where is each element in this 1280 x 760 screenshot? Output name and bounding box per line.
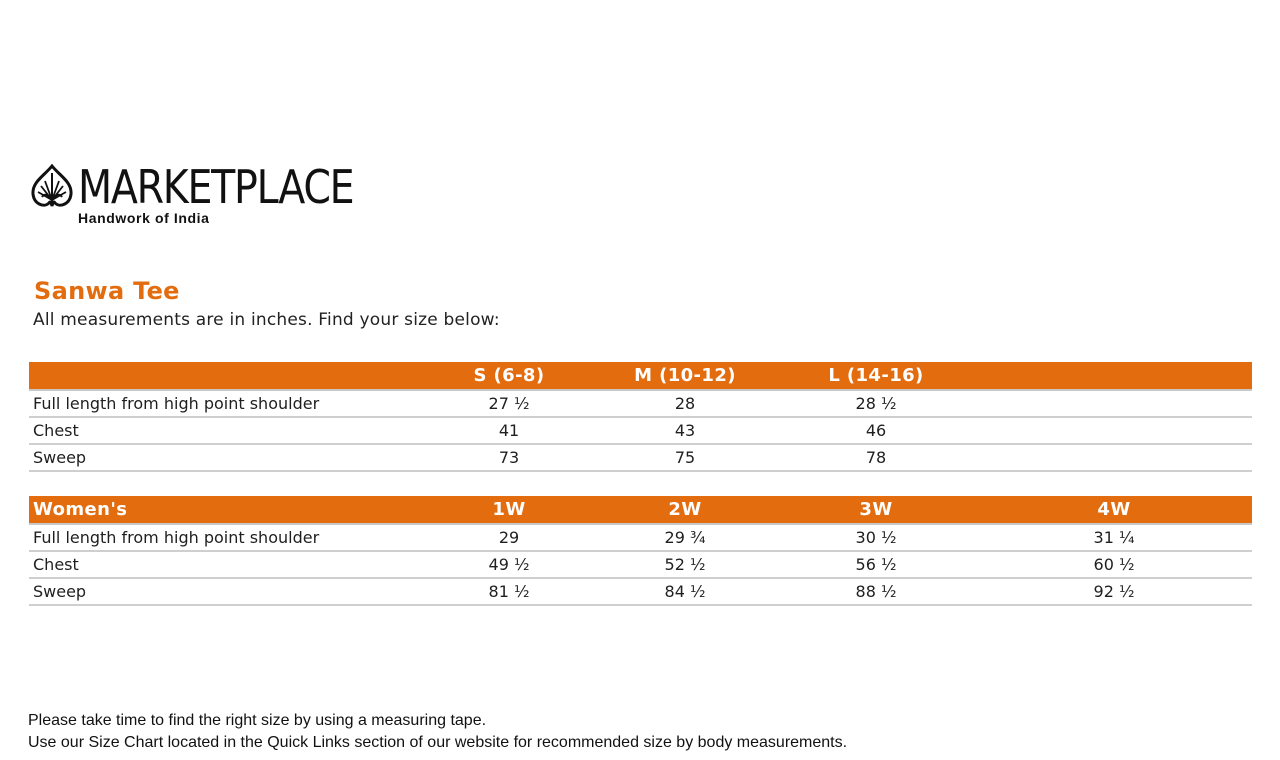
measurement-value: 56 ½ bbox=[776, 551, 976, 578]
measurement-value: 75 bbox=[594, 444, 776, 471]
table-row bbox=[29, 444, 1252, 471]
table-header-label: Women's bbox=[29, 496, 424, 524]
size-header: 2W bbox=[594, 496, 776, 524]
measurement-value: 49 ½ bbox=[424, 551, 594, 578]
measurement-label: Chest bbox=[29, 551, 424, 578]
measurement-value: 43 bbox=[594, 417, 776, 444]
footer-note bbox=[28, 710, 847, 754]
measurement-value bbox=[976, 444, 1252, 471]
footer-line: Use our Size Chart located in the Quick Links section of our website for recommended size by body measurements. bbox=[28, 734, 848, 751]
table-row bbox=[29, 551, 1252, 578]
product-title: Sanwa Tee bbox=[34, 277, 180, 305]
size-table-womens bbox=[29, 496, 1252, 606]
measurement-label: Full length from high point shoulder bbox=[29, 390, 424, 417]
measurement-value: 27 ½ bbox=[424, 390, 594, 417]
measurement-value: 84 ½ bbox=[594, 578, 776, 605]
size-header: S (6-8) bbox=[424, 362, 594, 390]
size-header: 1W bbox=[424, 496, 594, 524]
measurement-value bbox=[976, 390, 1252, 417]
measurement-label: Sweep bbox=[29, 578, 424, 605]
size-header: L (14-16) bbox=[776, 362, 976, 390]
table-header-row bbox=[29, 362, 1252, 390]
table-row bbox=[29, 578, 1252, 605]
measurement-value: 28 ½ bbox=[776, 390, 976, 417]
table-header-row bbox=[29, 496, 1252, 524]
measurement-note: All measurements are in inches. Find your size below: bbox=[33, 310, 500, 330]
measurement-label: Full length from high point shoulder bbox=[29, 524, 424, 551]
table-header-label bbox=[29, 362, 424, 390]
table-row bbox=[29, 524, 1252, 551]
brand-tagline: Handwork of India bbox=[78, 210, 210, 226]
measurement-value: 41 bbox=[424, 417, 594, 444]
size-header: M (10-12) bbox=[594, 362, 776, 390]
measurement-value: 81 ½ bbox=[424, 578, 594, 605]
size-header bbox=[976, 362, 1252, 390]
measurement-value: 78 bbox=[776, 444, 976, 471]
measurement-value: 31 ¼ bbox=[976, 524, 1252, 551]
brand-name: MARKETPLACE bbox=[78, 160, 354, 214]
measurement-label: Chest bbox=[29, 417, 424, 444]
measurement-value: 73 bbox=[424, 444, 594, 471]
measurement-value: 29 ¾ bbox=[594, 524, 776, 551]
size-table-standard bbox=[29, 362, 1252, 472]
leaf-emblem-icon bbox=[30, 164, 74, 210]
measurement-value: 88 ½ bbox=[776, 578, 976, 605]
measurement-value: 29 bbox=[424, 524, 594, 551]
measurement-value: 28 bbox=[594, 390, 776, 417]
measurement-value: 92 ½ bbox=[976, 578, 1252, 605]
footer-line: Please take time to find the right size by using a measuring tape. bbox=[28, 712, 487, 729]
size-header: 4W bbox=[976, 496, 1252, 524]
measurement-value: 30 ½ bbox=[776, 524, 976, 551]
table-row bbox=[29, 390, 1252, 417]
size-header: 3W bbox=[776, 496, 976, 524]
measurement-value: 46 bbox=[776, 417, 976, 444]
measurement-label: Sweep bbox=[29, 444, 424, 471]
measurement-value bbox=[976, 417, 1252, 444]
table-row bbox=[29, 417, 1252, 444]
measurement-value: 52 ½ bbox=[594, 551, 776, 578]
measurement-value: 60 ½ bbox=[976, 551, 1252, 578]
